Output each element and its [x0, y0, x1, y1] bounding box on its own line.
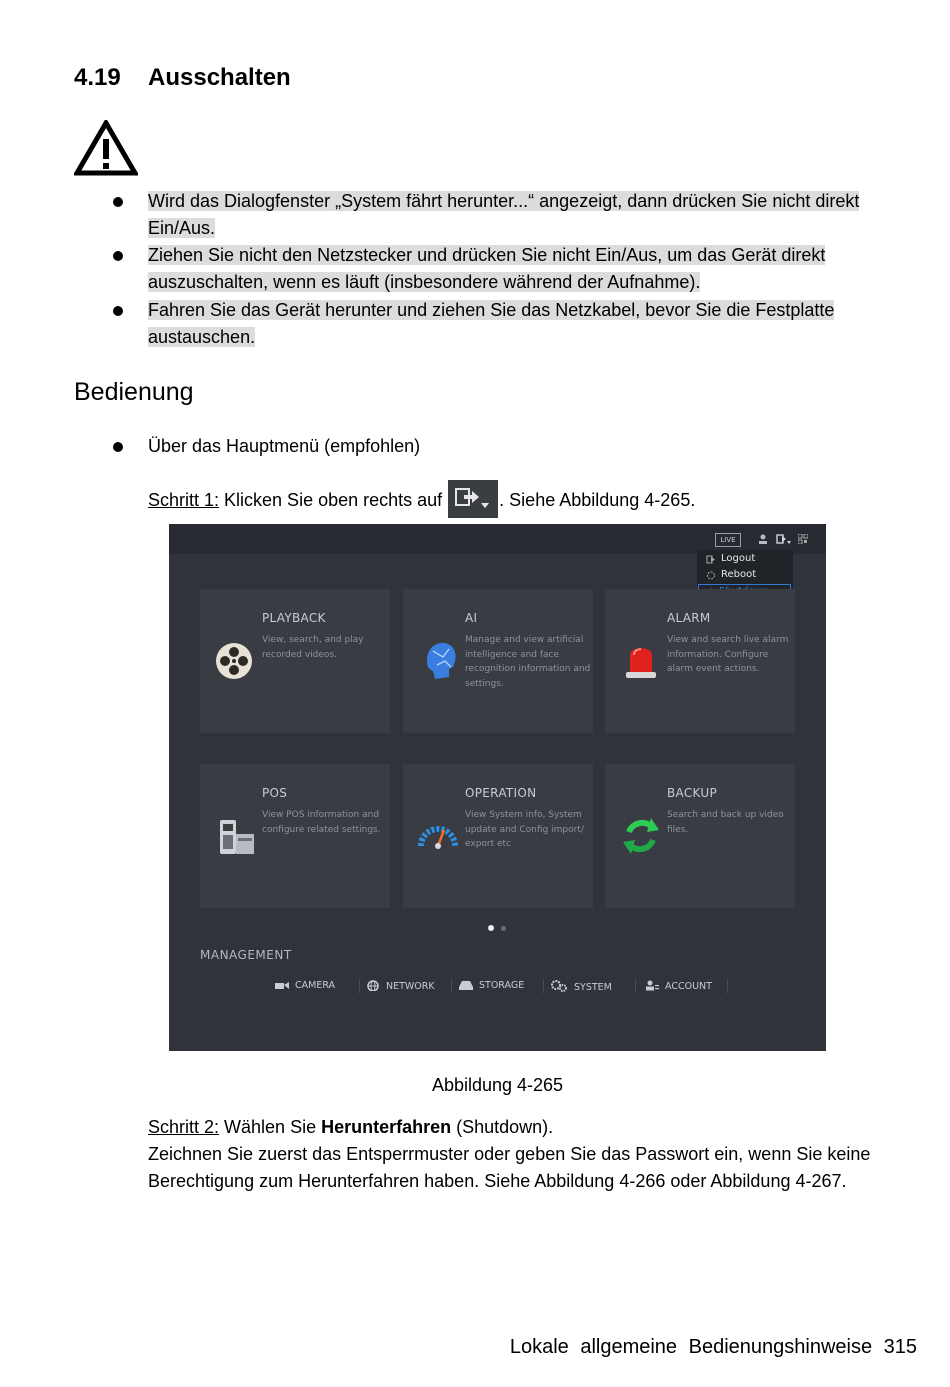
figure-caption: Abbildung 4-265: [431, 1075, 564, 1095]
film-reel-icon: [214, 641, 254, 681]
live-badge[interactable]: LIVE: [715, 533, 741, 547]
camera-icon: [275, 981, 289, 990]
mgmt-camera[interactable]: CAMERA: [275, 980, 335, 991]
page-footer: Lokale allgemeine Bedienungshinweise 315: [509, 1336, 917, 1358]
page-dot[interactable]: [501, 926, 506, 931]
pos-terminal-icon: [216, 816, 256, 858]
card-pos[interactable]: [200, 764, 390, 908]
mgmt-network[interactable]: NETWORK: [367, 980, 435, 992]
section-number: 4.19: [74, 64, 121, 91]
card-playback[interactable]: [200, 589, 390, 733]
section-title: Ausschalten: [148, 64, 291, 91]
card-description: View POS information and configure related settings.: [262, 810, 381, 835]
user-icon[interactable]: [758, 533, 768, 545]
card-alarm[interactable]: [605, 589, 795, 733]
mgmt-account[interactable]: ACCOUNT: [645, 980, 712, 992]
card-description: Search and back up video files.: [667, 810, 784, 835]
management-label: MANAGEMENT: [200, 948, 292, 962]
warning-triangle-icon: [74, 120, 138, 176]
step-1: Schritt 1: Klicken Sie oben rechts auf . Siehe Abbildung 4-265.: [148, 480, 695, 518]
warning-item-2: Ziehen Sie nicht den Netzstecker und drücken Sie nicht Ein/Aus, um das Gerät direkt auszuschalten, wenn es läuft (insbesondere während der Aufnahme).: [148, 245, 826, 292]
main-menu-screenshot: [169, 524, 826, 1051]
card-description: View System info, System update and Config import/ export etc: [465, 810, 584, 849]
subheading: Bedienung: [74, 378, 194, 406]
card-title: OPERATION: [465, 786, 537, 800]
ai-head-icon: [419, 639, 459, 683]
card-description: View and search live alarm information. Configure alarm event actions.: [667, 635, 789, 674]
page-dot-active[interactable]: [488, 925, 494, 931]
bullet-icon: [113, 442, 123, 452]
card-title: ALARM: [667, 611, 711, 625]
logout-icon[interactable]: [776, 533, 792, 545]
card-description: View, search, and play recorded videos.: [262, 635, 364, 660]
menu-reboot[interactable]: Reboot: [701, 568, 785, 582]
card-ai[interactable]: [403, 589, 593, 733]
step-1-label: Schritt 1:: [148, 490, 220, 510]
storage-icon: [459, 980, 473, 990]
step-2: Schritt 2: Wählen Sie Herunterfahren (Shutdown).: [148, 1117, 554, 1137]
mgmt-system[interactable]: SYSTEM: [551, 980, 612, 993]
section-heading: [74, 64, 291, 92]
gauge-icon: [417, 818, 459, 852]
backup-sync-icon: [621, 814, 661, 858]
logout-menu-icon: [448, 480, 498, 518]
paragraph: Zeichnen Sie zuerst das Entsperrmuster oder geben Sie das Passwort ein, wenn Sie keine Berechtigung zum Herunterfahren haben. Siehe Abbildung 4-266 oder Abbildung 4-267.: [148, 1144, 871, 1191]
card-title: PLAYBACK: [262, 611, 326, 625]
card-title: BACKUP: [667, 786, 717, 800]
card-operation[interactable]: [403, 764, 593, 908]
gears-icon: [551, 980, 568, 992]
step-2-label: Schritt 2:: [148, 1117, 220, 1137]
warning-item-3: Fahren Sie das Gerät herunter und ziehen Sie das Netzkabel, bevor Sie die Festplatte austauschen.: [148, 300, 835, 347]
alarm-siren-icon: [623, 641, 659, 681]
menu-logout[interactable]: Logout: [701, 552, 785, 566]
bullet-icon: [113, 306, 123, 316]
bullet-icon: [113, 197, 123, 207]
bullet-icon: [113, 251, 123, 261]
card-title: AI: [465, 611, 478, 625]
network-icon: [367, 980, 380, 991]
qr-icon[interactable]: [798, 534, 808, 544]
card-backup[interactable]: [605, 764, 795, 908]
warning-item-1: Wird das Dialogfenster „System fährt herunter...“ angezeigt, dann drücken Sie nicht direkt Ein/Aus.: [148, 191, 860, 238]
card-title: POS: [262, 786, 288, 800]
card-description: Manage and view artificial intelligence and face recognition information and settings.: [465, 635, 591, 689]
account-icon: [645, 980, 659, 991]
bullet-main-menu: Über das Hauptmenü (empfohlen): [148, 436, 421, 456]
mgmt-storage[interactable]: STORAGE: [459, 980, 524, 991]
